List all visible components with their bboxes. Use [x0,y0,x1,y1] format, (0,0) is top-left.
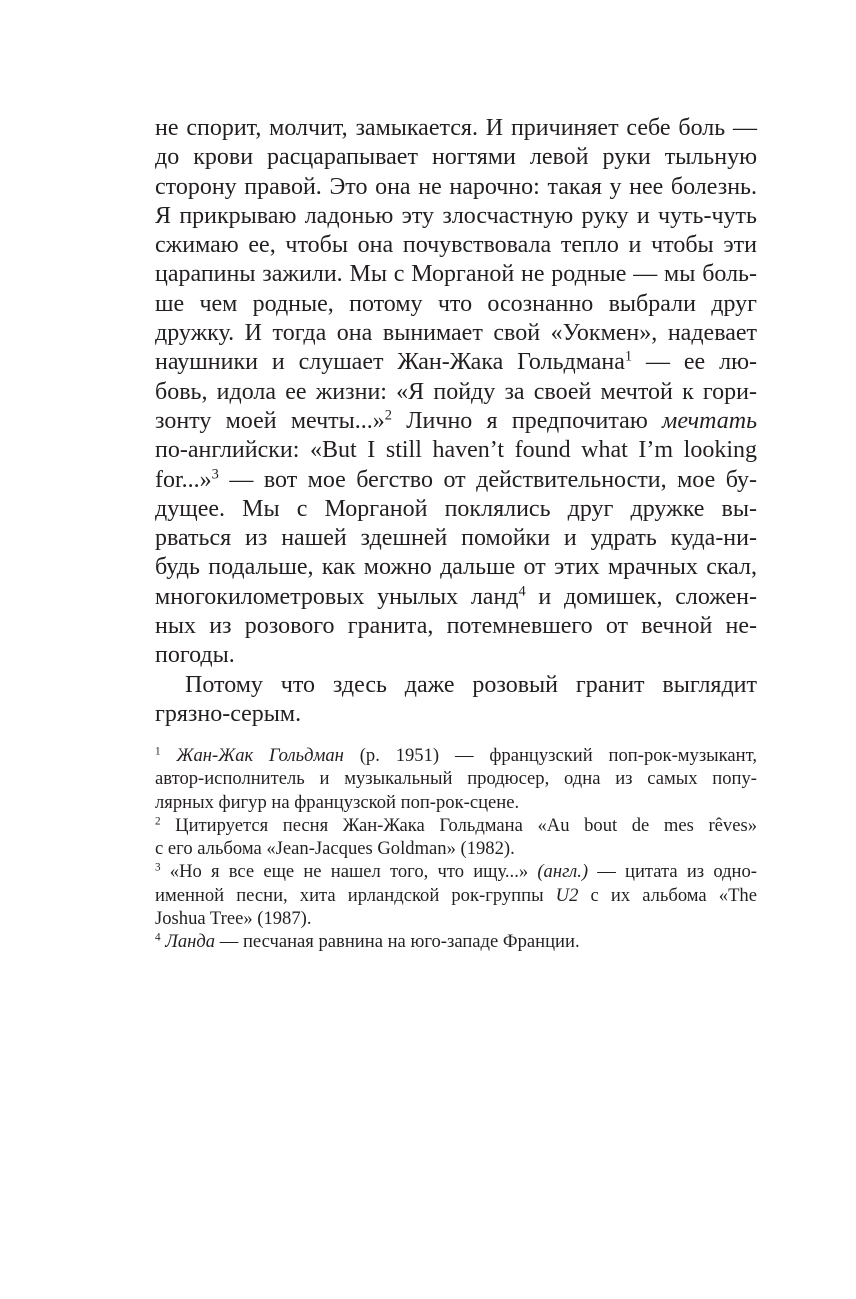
italic-text: Жан-Жак Гольдман [176,745,344,766]
text-segment: не спорит, молчит, замыкается. И причиняет себе боль — [155,115,757,141]
text-line [155,260,757,289]
text-segment: и домишек, сложен- [525,583,757,610]
text-segment: «Но я все еще не нашел того, что ищу...» [160,861,538,883]
body-text [155,114,757,729]
text-segment: с их альбома «The [578,884,757,906]
text-segment: сжимаю ее, чтобы она почувствовала тепло и чтобы эти [155,232,757,259]
text-line [155,671,757,700]
text-segment: (р. 1951) — французский поп-рок-музыкант, [343,745,758,766]
text-line [155,583,757,612]
text-line [155,641,757,670]
footnotes [155,744,757,954]
text-line [155,114,757,143]
footnote-line [155,744,757,767]
text-segment: дущее. Мы с Морганой поклялись друг дружке вы- [155,495,757,522]
footnote-ref: 1 [155,745,161,758]
footnote-ref: 2 [384,407,392,424]
text-segment: Цитируется песня Жан-Жака Гольдмана «Au bout de mes rêves» [160,814,757,836]
text-segment: — ее лю- [632,349,757,376]
text-segment: ных из розового гранита, потемневшего от вечной не- [155,613,757,640]
text-segment: до крови расцарапывает ногтями левой руки тыльную [155,144,757,171]
text-line [155,700,757,729]
footnote-ref: 4 [155,931,161,944]
text-line [155,348,757,377]
text-segment [161,745,177,766]
footnote-ref: 1 [624,348,633,365]
text-segment: грязно-серым. [155,700,302,727]
text-segment: лярных фигур на французской поп-рок-сцене. [155,791,520,813]
text-segment: for...» [155,466,212,493]
italic-text: мечтать [662,407,758,434]
text-segment: Joshua Tree» (1987). [155,908,312,930]
footnote-line [155,791,757,814]
text-segment: бовь, идола ее жизни: «Я пойду за своей мечтой к гори- [155,378,757,405]
footnote-line [155,860,757,883]
text-line [155,466,757,495]
text-line [155,524,757,553]
text-line [155,231,757,260]
footnote-line [155,907,757,930]
text-line [155,378,757,407]
text-segment: погоды. [155,642,235,669]
text-segment: Лично я предпочитаю [392,407,663,434]
text-line [155,495,757,524]
footnote-line [155,884,757,907]
text-segment: наушники и слушает Жан-Жака Гольдмана [155,349,625,376]
italic-text: U2 [555,884,579,906]
text-segment: дружку. И тогда она вынимает свой «Уокмен», надевает [155,320,757,347]
text-segment: — цитата из одно- [588,861,757,883]
text-segment: рваться из нашей здешней помойки и удрать куда-ни- [155,525,757,552]
text-line [155,202,757,231]
text-segment: будь подальше, как можно дальше от этих мрачных скал, [155,554,757,581]
text-segment: царапины зажили. Мы с Морганой не родные — мы боль- [155,261,757,288]
text-segment: — вот мое бегство от действительности, мое бу- [218,466,757,493]
text-segment: по-английски: «But I still haven’t found what I’m looking [155,437,757,464]
text-line [155,407,757,436]
text-segment: с его альбома «Jean-Jacques Goldman» (1982). [155,838,515,860]
text-line [155,143,757,172]
text-line [155,612,757,641]
text-segment: автор-исполнитель и музыкальный продюсер, одна из самых попу- [155,768,757,790]
footnote-ref: 3 [211,465,219,482]
text-segment: — песчаная равнина на юго-западе Франции. [215,931,580,953]
text-segment: ше чем родные, потому что осознанно выбрали друг [155,290,757,317]
text-line [155,553,757,582]
footnote-line [155,814,757,837]
text-line [155,290,757,319]
text-segment: многокилометровых унылых ланд [155,583,519,610]
text-segment: именной песни, хита ирландской рок-группы [155,884,556,906]
footnote-line [155,930,757,953]
italic-text: Ланда [165,931,216,953]
text-segment: зонту моей мечты...» [155,407,385,434]
text-segment: Потому что здесь даже розовый гранит выглядит [185,671,757,698]
text-line [155,436,757,465]
italic-text: (англ.) [537,861,589,883]
footnote-line [155,837,757,860]
text-line [155,319,757,348]
footnote-ref: 3 [155,861,161,874]
text-segment: сторону правой. Это она не нарочно: такая у нее болезнь. [155,173,757,200]
footnote-ref: 2 [155,815,161,828]
footnote-line [155,767,757,790]
text-segment: Я прикрываю ладонью эту злосчастную руку и чуть-чуть [155,202,757,229]
footnote-ref: 4 [518,583,526,600]
text-line [155,173,757,202]
